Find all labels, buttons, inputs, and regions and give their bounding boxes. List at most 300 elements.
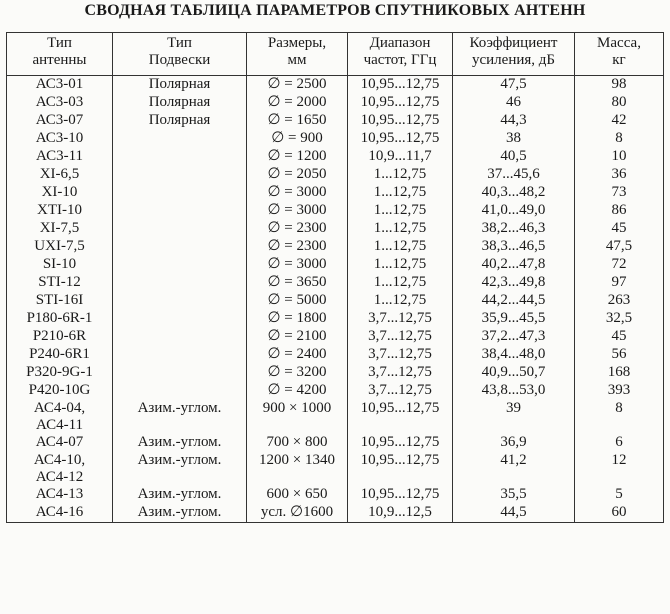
cell-size-text: ∅ = 5000: [267, 292, 327, 308]
cell-frequency-range-text: 1...12,75: [373, 292, 427, 308]
cell-size: [247, 346, 348, 364]
cell-mass: [575, 220, 664, 238]
cell-frequency-range-text: 3,7...12,75: [368, 382, 432, 398]
table-row: [7, 400, 664, 434]
cell-mass-text: 36: [611, 166, 627, 182]
cell-gain-text: 44,2...44,5: [481, 292, 546, 308]
cell-mass: [575, 486, 664, 504]
cell-mass: [575, 504, 664, 523]
cell-mount-type-text: Полярная: [148, 94, 211, 110]
cell-antenna-type-text: UXI-7,5: [34, 238, 85, 254]
cell-mass: [575, 310, 664, 328]
table-row: [7, 486, 664, 504]
cell-gain-text: 38,2...46,3: [481, 220, 546, 236]
cell-gain: [453, 94, 575, 112]
cell-antenna-type: [7, 274, 113, 292]
cell-frequency-range: [348, 310, 453, 328]
cell-frequency-range-text: 1...12,75: [373, 220, 427, 236]
cell-size: [247, 76, 348, 95]
cell-frequency-range-text: 3,7...12,75: [368, 346, 432, 362]
cell-gain: [453, 328, 575, 346]
cell-antenna-type-text: XI-10: [41, 184, 78, 200]
cell-size: [247, 148, 348, 166]
cell-gain: [453, 346, 575, 364]
cell-gain-text: 40,5: [500, 148, 527, 164]
header-mass: Масса, кг: [575, 33, 664, 76]
cell-mass: [575, 256, 664, 274]
cell-frequency-range: [348, 434, 453, 452]
cell-mass: [575, 452, 664, 486]
cell-gain-text: 44,5: [500, 504, 527, 520]
table-row: [7, 274, 664, 292]
cell-gain-text: 39: [506, 400, 521, 416]
cell-antenna-type: [7, 486, 113, 504]
cell-gain: [453, 256, 575, 274]
cell-gain: [453, 486, 575, 504]
cell-size: [247, 434, 348, 452]
header-size: Размеры, мм: [247, 33, 348, 76]
cell-gain: [453, 400, 575, 434]
cell-size-text: [250, 469, 344, 486]
cell-gain-text: 38,3...46,5: [481, 238, 546, 254]
cell-size-text: 1200 × 1340: [259, 452, 335, 468]
cell-antenna-type-text: XI-7,5: [39, 220, 80, 236]
cell-frequency-range: [348, 112, 453, 130]
cell-mass-text: 8: [615, 130, 623, 146]
cell-size: [247, 274, 348, 292]
cell-frequency-range: [348, 166, 453, 184]
cell-frequency-range-text: 10,95...12,75: [360, 94, 440, 110]
cell-size-text: [250, 417, 344, 434]
cell-gain-text: 35,9...45,5: [481, 310, 546, 326]
cell-gain-text: 46: [506, 94, 521, 110]
cell-frequency-range-text: 10,95...12,75: [360, 130, 440, 146]
cell-size: [247, 328, 348, 346]
cell-mass: [575, 274, 664, 292]
cell-size: [247, 452, 348, 486]
cell-mass: [575, 328, 664, 346]
table-row: [7, 184, 664, 202]
cell-mount-type-text: [116, 184, 243, 201]
cell-frequency-range: [348, 328, 453, 346]
table-row: [7, 364, 664, 382]
cell-frequency-range-text: 10,9...12,5: [368, 504, 432, 520]
cell-mount-type: [113, 364, 247, 382]
cell-antenna-type-text: АС3-01: [35, 76, 84, 92]
cell-antenna-type: [7, 346, 113, 364]
cell-mass: [575, 76, 664, 95]
cell-gain: [453, 434, 575, 452]
cell-mass-text: 97: [611, 274, 627, 290]
cell-mass: [575, 382, 664, 400]
cell-frequency-range: [348, 486, 453, 504]
cell-mass: [575, 400, 664, 434]
cell-mount-type: [113, 256, 247, 274]
cell-gain: [453, 274, 575, 292]
table-row: [7, 434, 664, 452]
cell-mass: [575, 238, 664, 256]
cell-gain-text: 40,9...50,7: [481, 364, 546, 380]
table-row: [7, 220, 664, 238]
cell-frequency-range-text: 1...12,75: [373, 238, 427, 254]
cell-antenna-type-text: XI-6,5: [39, 166, 80, 182]
cell-mount-type: [113, 94, 247, 112]
cell-frequency-range: [348, 238, 453, 256]
table-row: [7, 76, 664, 95]
cell-gain-text: 43,8...53,0: [481, 382, 546, 398]
cell-size: [247, 400, 348, 434]
cell-antenna-type: [7, 364, 113, 382]
cell-size: [247, 94, 348, 112]
cell-antenna-type: [7, 94, 113, 112]
cell-mount-type-text: Азим.-углом.: [137, 486, 222, 502]
cell-antenna-type-text: АС3-03: [35, 94, 84, 110]
cell-mount-type-text: [116, 364, 243, 381]
cell-size: [247, 112, 348, 130]
cell-mass: [575, 130, 664, 148]
cell-antenna-type-text: АС4-10,: [33, 452, 86, 468]
cell-frequency-range: [348, 346, 453, 364]
cell-frequency-range-text: 1...12,75: [373, 166, 427, 182]
cell-mount-type-text: [116, 238, 243, 255]
cell-gain-text: [456, 417, 571, 434]
cell-mount-type: [113, 148, 247, 166]
cell-gain-text: 40,2...47,8: [481, 256, 546, 272]
cell-size-text: ∅ = 4200: [267, 382, 327, 398]
table-row: [7, 504, 664, 523]
cell-gain-text: 44,3: [500, 112, 527, 128]
cell-frequency-range-text: 10,95...12,75: [360, 486, 440, 502]
cell-mass-text: 72: [611, 256, 627, 272]
cell-antenna-type-text: АС3-10: [35, 130, 84, 146]
cell-mount-type-text: [116, 346, 243, 363]
cell-mount-type: [113, 504, 247, 523]
cell-antenna-type: [7, 256, 113, 274]
cell-mount-type-text: [116, 148, 243, 165]
cell-gain-text: 36,9: [500, 434, 527, 450]
cell-size: [247, 364, 348, 382]
cell-antenna-type: [7, 328, 113, 346]
cell-mass: [575, 292, 664, 310]
cell-size-text: ∅ = 2300: [267, 238, 327, 254]
cell-mass-text: 56: [611, 346, 627, 362]
cell-mount-type-text: [116, 202, 243, 219]
cell-gain-text: 41,2: [500, 452, 527, 468]
cell-antenna-type-text: P320-9G-1: [26, 364, 93, 380]
cell-mass-text: 6: [615, 434, 623, 450]
table-row: [7, 148, 664, 166]
cell-mass-text: 47,5: [605, 238, 633, 254]
cell-size-text: ∅ = 1800: [267, 310, 327, 326]
cell-frequency-range: [348, 184, 453, 202]
cell-size-text: ∅ = 3000: [267, 202, 327, 218]
header-antenna-type: Тип антенны: [7, 33, 113, 76]
header-gain: Коэффициент усиления, дБ: [453, 33, 575, 76]
cell-frequency-range-text: 10,95...12,75: [360, 112, 440, 128]
cell-gain-text: 38: [506, 130, 521, 146]
cell-size-text: ∅ = 2050: [267, 166, 327, 182]
cell-mount-type-text: [116, 292, 243, 309]
cell-frequency-range-text: [351, 469, 449, 486]
cell-mount-type-text: [116, 328, 243, 345]
cell-frequency-range: [348, 382, 453, 400]
cell-antenna-type-text: P240-6R1: [29, 346, 90, 362]
table-row: [7, 166, 664, 184]
cell-antenna-type-text: АС4-07: [35, 434, 84, 450]
cell-size: [247, 130, 348, 148]
cell-antenna-type-text: XTI-10: [37, 202, 82, 218]
cell-frequency-range-text: 1...12,75: [373, 256, 427, 272]
cell-antenna-type-text: P420-10G: [28, 382, 91, 398]
table-row: [7, 202, 664, 220]
cell-antenna-type: [7, 434, 113, 452]
cell-antenna-type: [7, 504, 113, 523]
cell-mass: [575, 94, 664, 112]
cell-gain: [453, 310, 575, 328]
cell-mount-type: [113, 328, 247, 346]
table-row: [7, 130, 664, 148]
cell-antenna-type: [7, 148, 113, 166]
cell-frequency-range-text: 3,7...12,75: [368, 328, 432, 344]
cell-size: [247, 238, 348, 256]
cell-frequency-range-text: 10,95...12,75: [360, 400, 440, 416]
cell-mass-text: 45: [611, 328, 627, 344]
cell-frequency-range-text: 1...12,75: [373, 184, 427, 200]
cell-mass: [575, 184, 664, 202]
cell-mass: [575, 166, 664, 184]
cell-mount-type-text: Азим.-углом.: [137, 400, 222, 416]
cell-mount-type-text: Полярная: [148, 76, 211, 92]
cell-antenna-type: [7, 166, 113, 184]
cell-mass: [575, 364, 664, 382]
cell-mount-type-text: [116, 166, 243, 183]
cell-size-text: ∅ = 3200: [267, 364, 327, 380]
cell-gain: [453, 148, 575, 166]
cell-antenna-type-text: АС4-11: [35, 417, 84, 433]
cell-size-text: усл. ∅1600: [260, 504, 334, 520]
header-frequency-range: Диапазон частот, ГГц: [348, 33, 453, 76]
table-title: СВОДНАЯ ТАБЛИЦА ПАРАМЕТРОВ СПУТНИКОВЫХ АНТЕНН: [84, 2, 586, 19]
cell-frequency-range-text: 10,9...11,7: [368, 148, 432, 164]
cell-mount-type-text: [116, 382, 243, 399]
cell-size-text: ∅ = 3650: [267, 274, 327, 290]
cell-antenna-type: [7, 238, 113, 256]
cell-gain: [453, 364, 575, 382]
cell-mount-type: [113, 76, 247, 95]
cell-mass-text: 168: [607, 364, 631, 380]
cell-mass-text: 45: [611, 220, 627, 236]
cell-mount-type: [113, 452, 247, 486]
cell-size-text: ∅ = 3000: [267, 256, 327, 272]
cell-size-text: ∅ = 1650: [267, 112, 327, 128]
cell-frequency-range: [348, 148, 453, 166]
cell-frequency-range: [348, 400, 453, 434]
cell-mount-type: [113, 184, 247, 202]
cell-gain-text: 47,5: [500, 76, 527, 92]
cell-frequency-range: [348, 76, 453, 95]
cell-gain: [453, 112, 575, 130]
cell-frequency-range-text: 3,7...12,75: [368, 364, 432, 380]
cell-mount-type-text: Полярная: [148, 112, 211, 128]
antenna-parameters-table: [6, 32, 664, 523]
cell-size-text: ∅ = 2500: [267, 76, 327, 92]
cell-mount-type-text: [116, 130, 243, 147]
cell-frequency-range-text: 10,95...12,75: [360, 452, 440, 468]
cell-mount-type-text: Азим.-углом.: [137, 504, 222, 520]
cell-gain: [453, 184, 575, 202]
cell-mass: [575, 112, 664, 130]
cell-size-text: ∅ = 2300: [267, 220, 327, 236]
header-mount-type: Тип Подвески: [113, 33, 247, 76]
cell-frequency-range: [348, 504, 453, 523]
cell-mass-text: [578, 469, 660, 486]
cell-gain: [453, 220, 575, 238]
cell-size-text: ∅ = 2100: [267, 328, 327, 344]
cell-mount-type-text: Азим.-углом.: [137, 452, 222, 468]
cell-gain-text: 37,2...47,3: [481, 328, 546, 344]
cell-size: [247, 504, 348, 523]
cell-size-text: ∅ = 2000: [267, 94, 327, 110]
cell-antenna-type-text: АС4-04,: [33, 400, 86, 416]
cell-mass: [575, 346, 664, 364]
cell-mass-text: 12: [611, 452, 627, 468]
cell-antenna-type-text: АС4-16: [35, 504, 84, 520]
cell-gain: [453, 166, 575, 184]
cell-antenna-type-text: STI-16I: [35, 292, 84, 308]
table-row: [7, 292, 664, 310]
cell-mass-text: 10: [611, 148, 627, 164]
cell-mount-type: [113, 434, 247, 452]
cell-gain: [453, 292, 575, 310]
cell-mount-type: [113, 310, 247, 328]
cell-mount-type: [113, 166, 247, 184]
cell-mass-text: 393: [607, 382, 631, 398]
cell-antenna-type: [7, 184, 113, 202]
cell-antenna-type-text: SI-10: [42, 256, 77, 272]
cell-frequency-range: [348, 256, 453, 274]
cell-mass-text: 86: [611, 202, 627, 218]
cell-antenna-type-text: P180-6R-1: [26, 310, 93, 326]
cell-gain: [453, 452, 575, 486]
cell-antenna-type: [7, 292, 113, 310]
cell-mount-type: [113, 238, 247, 256]
cell-size-text: 900 × 1000: [262, 400, 332, 416]
cell-gain-text: 42,3...49,8: [481, 274, 546, 290]
cell-antenna-type: [7, 76, 113, 95]
cell-mount-type-text: [116, 220, 243, 237]
cell-gain: [453, 76, 575, 95]
cell-antenna-type: [7, 382, 113, 400]
cell-frequency-range-text: 10,95...12,75: [360, 434, 440, 450]
cell-size: [247, 292, 348, 310]
cell-mass-text: 80: [611, 94, 627, 110]
cell-mass-text: 263: [607, 292, 631, 308]
table-row: [7, 452, 664, 486]
cell-size: [247, 220, 348, 238]
table-row: [7, 238, 664, 256]
cell-gain-text: 41,0...49,0: [481, 202, 546, 218]
cell-mount-type-text: [116, 310, 243, 327]
cell-mass: [575, 434, 664, 452]
cell-mount-type: [113, 112, 247, 130]
cell-size: [247, 486, 348, 504]
cell-mount-type: [113, 400, 247, 434]
cell-mass-text: 60: [611, 504, 627, 520]
cell-mount-type-text: [116, 274, 243, 291]
cell-antenna-type: [7, 130, 113, 148]
cell-gain-text: 38,4...48,0: [481, 346, 546, 362]
cell-gain: [453, 504, 575, 523]
cell-antenna-type: [7, 400, 113, 434]
table-row: [7, 112, 664, 130]
table-row: [7, 346, 664, 364]
cell-frequency-range: [348, 274, 453, 292]
cell-gain-text: 35,5: [500, 486, 527, 502]
cell-mass-text: [578, 417, 660, 434]
cell-antenna-type-text: STI-12: [38, 274, 81, 290]
table-row: [7, 94, 664, 112]
cell-gain: [453, 130, 575, 148]
cell-mount-type: [113, 382, 247, 400]
table-row: [7, 382, 664, 400]
cell-mount-type: [113, 486, 247, 504]
cell-size-text: ∅ = 3000: [267, 184, 327, 200]
cell-mount-type-text: [116, 417, 243, 434]
cell-mount-type-text: [116, 469, 243, 486]
cell-antenna-type: [7, 452, 113, 486]
cell-frequency-range: [348, 452, 453, 486]
cell-gain-text: [456, 469, 571, 486]
cell-frequency-range-text: 1...12,75: [373, 202, 427, 218]
cell-gain-text: 40,3...48,2: [481, 184, 546, 200]
cell-mount-type: [113, 202, 247, 220]
cell-mount-type: [113, 274, 247, 292]
cell-frequency-range-text: 10,95...12,75: [360, 76, 440, 92]
cell-mass-text: 42: [611, 112, 627, 128]
cell-frequency-range: [348, 220, 453, 238]
table-row: [7, 310, 664, 328]
cell-mass-text: 73: [611, 184, 627, 200]
cell-size-text: ∅ = 900: [271, 130, 323, 146]
cell-frequency-range-text: [351, 417, 449, 434]
cell-gain-text: 37...45,6: [487, 166, 540, 182]
cell-gain: [453, 202, 575, 220]
cell-antenna-type-text: АС4-12: [35, 469, 84, 485]
cell-antenna-type-text: АС3-07: [35, 112, 84, 128]
cell-antenna-type-text: P210-6R: [32, 328, 87, 344]
cell-size-text: ∅ = 1200: [267, 148, 327, 164]
cell-antenna-type: [7, 220, 113, 238]
cell-mount-type-text: [116, 256, 243, 273]
cell-antenna-type: [7, 112, 113, 130]
cell-frequency-range: [348, 94, 453, 112]
cell-antenna-type-text: АС4-13: [35, 486, 84, 502]
cell-frequency-range-text: 1...12,75: [373, 274, 427, 290]
cell-mount-type: [113, 346, 247, 364]
cell-frequency-range-text: 3,7...12,75: [368, 310, 432, 326]
cell-size: [247, 202, 348, 220]
cell-mount-type: [113, 220, 247, 238]
cell-mass: [575, 148, 664, 166]
cell-gain: [453, 238, 575, 256]
cell-antenna-type-text: АС3-11: [35, 148, 84, 164]
cell-antenna-type: [7, 310, 113, 328]
cell-mass-text: 32,5: [605, 310, 633, 326]
table-row: [7, 328, 664, 346]
cell-gain: [453, 382, 575, 400]
cell-size: [247, 382, 348, 400]
cell-frequency-range: [348, 130, 453, 148]
